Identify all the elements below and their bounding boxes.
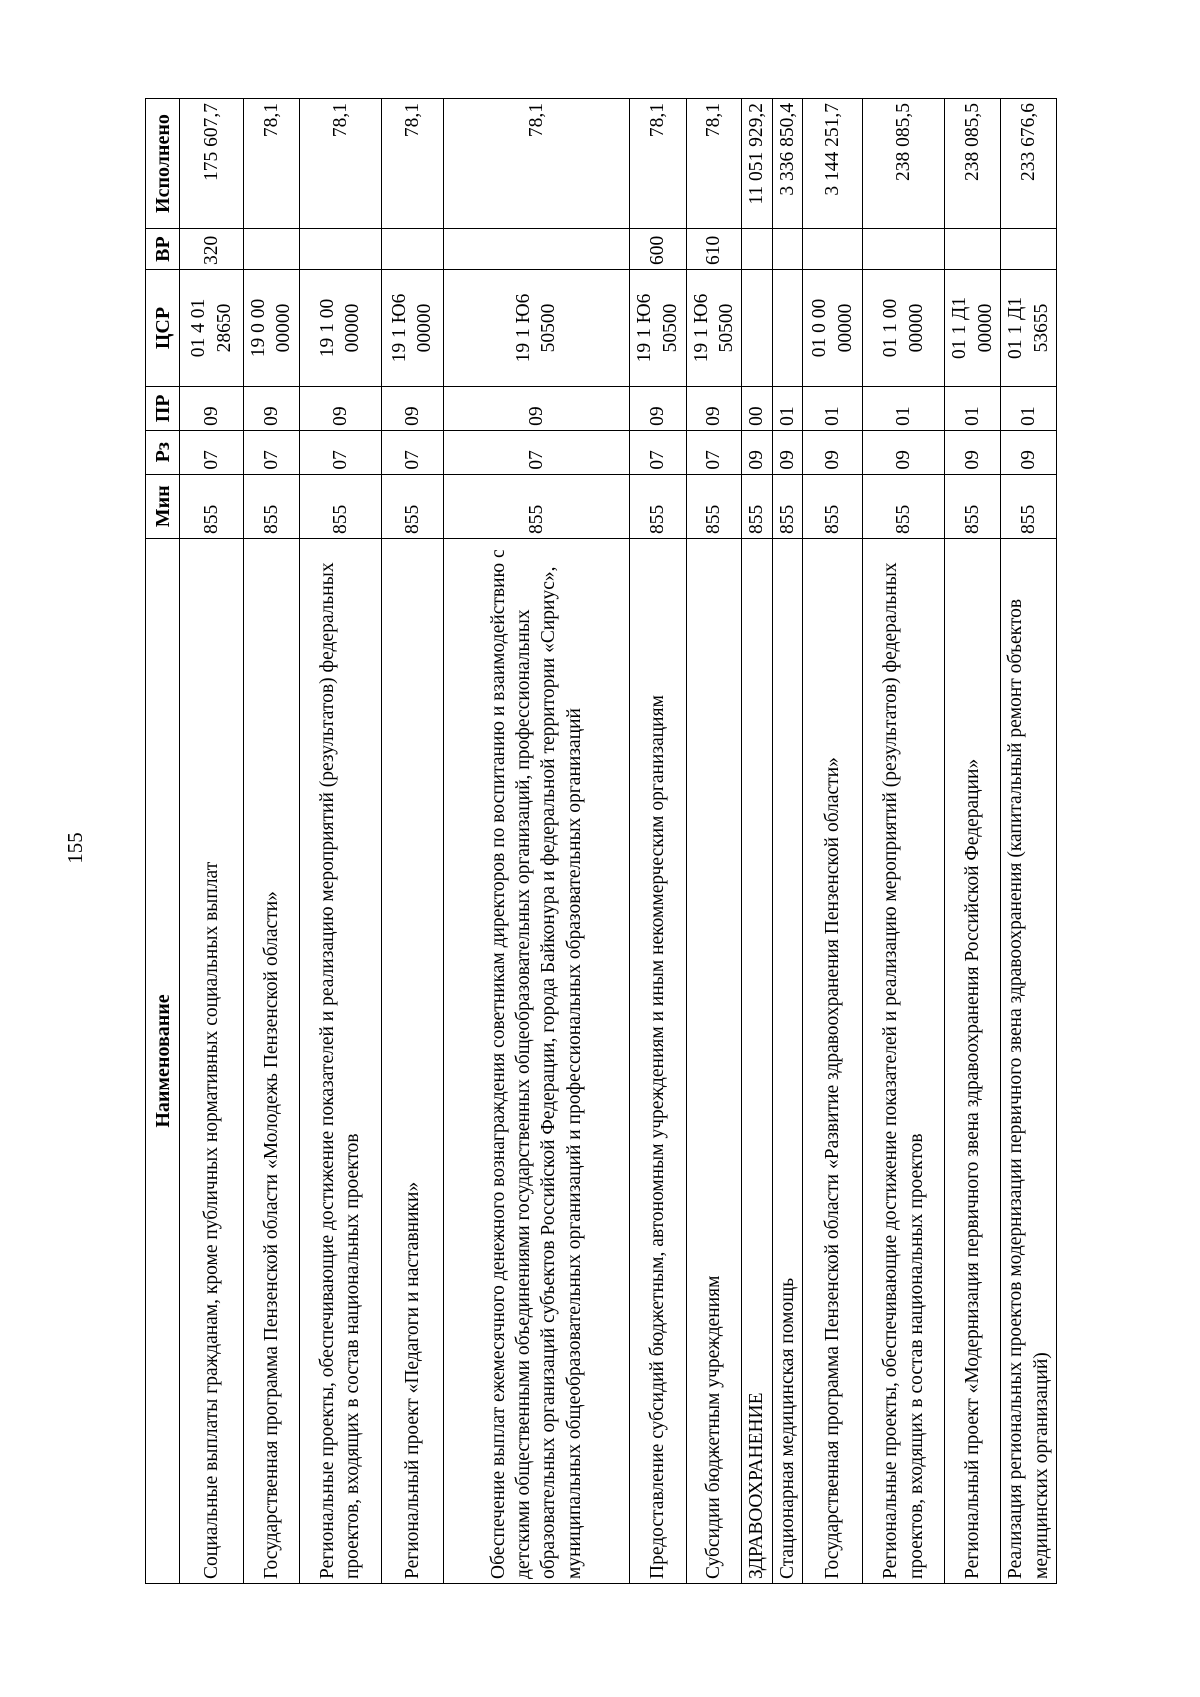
row-csr: 01 1 Д1 00000 <box>945 270 1001 387</box>
row-name: Социальные выплаты гражданам, кроме публичных нормативных социальных выплат <box>180 538 244 1583</box>
row-pr: 01 <box>863 386 945 430</box>
row-rz: 07 <box>180 430 244 474</box>
row-done: 3 144 251,7 <box>803 99 863 229</box>
row-rz: 09 <box>1001 430 1057 474</box>
row-pr: 09 <box>686 386 742 430</box>
row-name: Предоставление субсидий бюджетным, автономным учреждениям и иным некоммерческим организациям <box>629 538 686 1583</box>
col-header-min: Мин <box>146 474 180 538</box>
row-csr: 01 0 00 00000 <box>803 270 863 387</box>
row-min: 855 <box>244 474 300 538</box>
row-name: Обеспечение выплат ежемесячного денежного вознаграждения советникам директоров по воспитанию и взаимодействию с детскими общественными объединениями государственных общеобразовательных организаций, профессиональных образовательных организаций субъектов Российской Федерации, города Байконура и федеральной территории «Сириус», муниципальных общеобразовательных организаций и профессиональных образовательных организаций <box>443 538 629 1583</box>
row-vr: 600 <box>629 229 686 270</box>
row-vr <box>803 229 863 270</box>
row-csr <box>772 270 802 387</box>
row-done: 78,1 <box>381 99 443 229</box>
row-csr: 01 1 Д1 53655 <box>1001 270 1057 387</box>
row-done: 78,1 <box>299 99 381 229</box>
row-done: 78,1 <box>244 99 300 229</box>
table-row <box>299 99 381 1584</box>
row-pr: 09 <box>180 386 244 430</box>
row-vr <box>945 229 1001 270</box>
row-pr: 09 <box>299 386 381 430</box>
row-name: ЗДРАВООХРАНЕНИЕ <box>742 538 772 1583</box>
col-header-name: Наименование <box>146 538 180 1583</box>
row-csr <box>742 270 772 387</box>
row-pr: 09 <box>381 386 443 430</box>
row-min: 855 <box>945 474 1001 538</box>
table-row <box>742 99 772 1584</box>
table-row <box>629 99 686 1584</box>
row-min: 855 <box>1001 474 1057 538</box>
table-header-row <box>146 99 180 1584</box>
row-name: Реализация региональных проектов модернизации первичного звена здравоохранения (капитальный ремонт объектов медицинских организаций) <box>1001 538 1057 1583</box>
row-done: 238 085,5 <box>863 99 945 229</box>
row-min: 855 <box>381 474 443 538</box>
budget-table <box>145 98 1057 1584</box>
row-vr <box>244 229 300 270</box>
row-rz: 09 <box>742 430 772 474</box>
col-header-pr: ПР <box>146 386 180 430</box>
row-name: Государственная программа Пензенской области «Развитие здравоохранения Пензенской области» <box>803 538 863 1583</box>
row-rz: 07 <box>686 430 742 474</box>
row-min: 855 <box>629 474 686 538</box>
row-vr: 320 <box>180 229 244 270</box>
row-csr: 19 1 Ю6 50500 <box>443 270 629 387</box>
row-csr: 19 1 Ю6 00000 <box>381 270 443 387</box>
row-vr <box>299 229 381 270</box>
row-vr <box>772 229 802 270</box>
row-min: 855 <box>863 474 945 538</box>
table-row <box>863 99 945 1584</box>
row-vr: 610 <box>686 229 742 270</box>
row-rz: 07 <box>443 430 629 474</box>
row-name: Субсидии бюджетным учреждениям <box>686 538 742 1583</box>
row-done: 78,1 <box>443 99 629 229</box>
col-header-vr: ВР <box>146 229 180 270</box>
table-container <box>145 98 1052 1584</box>
row-vr <box>742 229 772 270</box>
row-done: 11 051 929,2 <box>742 99 772 229</box>
row-csr: 19 0 00 00000 <box>244 270 300 387</box>
row-csr: 01 1 00 00000 <box>863 270 945 387</box>
table-row <box>443 99 629 1584</box>
row-done: 78,1 <box>686 99 742 229</box>
row-done: 78,1 <box>629 99 686 229</box>
row-rz: 07 <box>299 430 381 474</box>
row-rz: 09 <box>945 430 1001 474</box>
row-min: 855 <box>443 474 629 538</box>
row-csr: 19 1 00 00000 <box>299 270 381 387</box>
row-min: 855 <box>803 474 863 538</box>
table-row <box>772 99 802 1584</box>
row-min: 855 <box>742 474 772 538</box>
row-name: Государственная программа Пензенской области «Молодежь Пензенской области» <box>244 538 300 1583</box>
row-rz: 09 <box>863 430 945 474</box>
row-vr <box>443 229 629 270</box>
row-rz: 07 <box>629 430 686 474</box>
row-name: Региональные проекты, обеспечивающие достижение показателей и реализацию мероприятий (результатов) федеральных проектов, входящих в состав национальных проектов <box>863 538 945 1583</box>
table-row <box>1001 99 1057 1584</box>
row-done: 238 085,5 <box>945 99 1001 229</box>
row-done: 175 607,7 <box>180 99 244 229</box>
row-pr: 09 <box>629 386 686 430</box>
row-pr: 09 <box>443 386 629 430</box>
row-min: 855 <box>299 474 381 538</box>
row-pr: 01 <box>945 386 1001 430</box>
row-csr: 19 1 Ю6 50500 <box>629 270 686 387</box>
row-done: 3 336 850,4 <box>772 99 802 229</box>
table-row <box>381 99 443 1584</box>
table-row <box>244 99 300 1584</box>
row-pr: 09 <box>244 386 300 430</box>
row-rz: 07 <box>244 430 300 474</box>
table-row <box>180 99 244 1584</box>
table-row <box>803 99 863 1584</box>
row-csr: 19 1 Ю6 50500 <box>686 270 742 387</box>
row-name: Стационарная медицинская помощь <box>772 538 802 1583</box>
row-vr <box>381 229 443 270</box>
row-name: Региональные проекты, обеспечивающие достижение показателей и реализацию мероприятий (результатов) федеральных проектов, входящих в состав национальных проектов <box>299 538 381 1583</box>
row-vr <box>1001 229 1057 270</box>
row-min: 855 <box>686 474 742 538</box>
col-header-csr: ЦСР <box>146 270 180 387</box>
row-rz: 07 <box>381 430 443 474</box>
col-header-rz: Рз <box>146 430 180 474</box>
row-name: Региональный проект «Модернизация первичного звена здравоохранения Российской Федерации» <box>945 538 1001 1583</box>
page-number: 155 <box>63 832 87 864</box>
row-done: 233 676,6 <box>1001 99 1057 229</box>
row-pr: 00 <box>742 386 772 430</box>
table-row <box>945 99 1001 1584</box>
row-csr: 01 4 01 28650 <box>180 270 244 387</box>
row-rz: 09 <box>772 430 802 474</box>
row-min: 855 <box>772 474 802 538</box>
row-vr <box>863 229 945 270</box>
row-pr: 01 <box>1001 386 1057 430</box>
row-rz: 09 <box>803 430 863 474</box>
col-header-done: Исполнено <box>146 99 180 229</box>
row-name: Региональный проект «Педагоги и наставники» <box>381 538 443 1583</box>
row-pr: 01 <box>772 386 802 430</box>
row-pr: 01 <box>803 386 863 430</box>
row-min: 855 <box>180 474 244 538</box>
table-row <box>686 99 742 1584</box>
